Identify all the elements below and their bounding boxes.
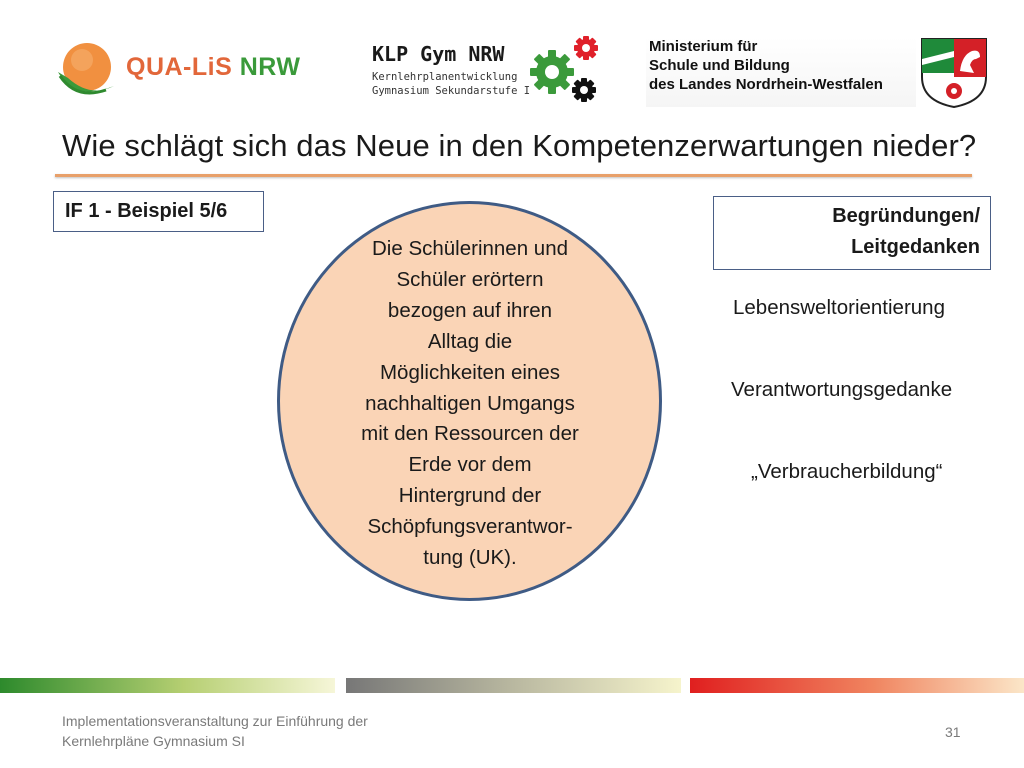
klp-subtitle-2: Gymnasium Sekundarstufe I bbox=[372, 85, 531, 97]
ministry-line-1: Ministerium für bbox=[649, 38, 758, 55]
qualis-part2: NRW bbox=[232, 53, 301, 81]
page-title: Wie schlägt sich das Neue in den Kompetenzerwartungen nieder? bbox=[62, 128, 977, 163]
competence-line: Erde vor dem bbox=[408, 453, 532, 477]
competence-line: Alltag die bbox=[427, 329, 513, 353]
footer-bar-red bbox=[690, 678, 1024, 693]
reasons-heading-box bbox=[713, 196, 991, 270]
competence-line: mit den Ressourcen der bbox=[361, 422, 579, 446]
klp-title: KLP Gym NRW bbox=[372, 42, 505, 66]
nrw-coat-of-arms-icon bbox=[920, 37, 988, 109]
footer-bar-gray bbox=[346, 678, 681, 693]
footer-bar-green bbox=[0, 678, 335, 693]
example-badge-label: IF 1 - Beispiel 5/6 bbox=[65, 200, 228, 222]
footer-text-line-2: Kernlehrpläne Gymnasium SI bbox=[62, 733, 245, 749]
reason-item: „Verbraucherbildung“ bbox=[751, 460, 943, 483]
ministry-logo bbox=[646, 37, 916, 107]
title-divider bbox=[55, 174, 972, 177]
reason-item: Lebensweltorientierung bbox=[733, 296, 945, 319]
qualis-wordmark bbox=[126, 53, 300, 82]
qualis-part1: QUA-LiS bbox=[126, 53, 233, 81]
ministry-line-2: Schule und Bildung bbox=[649, 57, 790, 74]
example-badge bbox=[53, 191, 264, 232]
footer-text-line-1: Implementationsveranstaltung zur Einführung der bbox=[62, 713, 368, 729]
qualis-sun-icon bbox=[54, 38, 124, 104]
competence-line: Möglichkeiten eines bbox=[379, 360, 561, 384]
competence-line: Schüler erörtern bbox=[396, 267, 544, 291]
reason-item: Verantwortungsgedanke bbox=[731, 378, 953, 401]
gears-icon bbox=[526, 34, 606, 108]
reasons-heading-line-2: Leitgedanken bbox=[851, 236, 980, 258]
competence-line: tung (UK). bbox=[423, 546, 517, 570]
competence-line: bezogen auf ihren bbox=[387, 298, 553, 322]
competence-line: Schöpfungsverantwor- bbox=[367, 515, 573, 539]
competence-text bbox=[330, 234, 610, 574]
ministry-line-3: des Landes Nordrhein-Westfalen bbox=[649, 76, 883, 93]
page-number: 31 bbox=[945, 724, 961, 740]
competence-line: nachhaltigen Umgangs bbox=[365, 391, 575, 415]
reasons-heading-line-1: Begründungen/ bbox=[832, 205, 980, 227]
competence-line: Die Schülerinnen und bbox=[371, 237, 569, 260]
competence-line: Hintergrund der bbox=[398, 484, 542, 508]
klp-subtitle-1: Kernlehrplanentwicklung bbox=[372, 71, 518, 83]
